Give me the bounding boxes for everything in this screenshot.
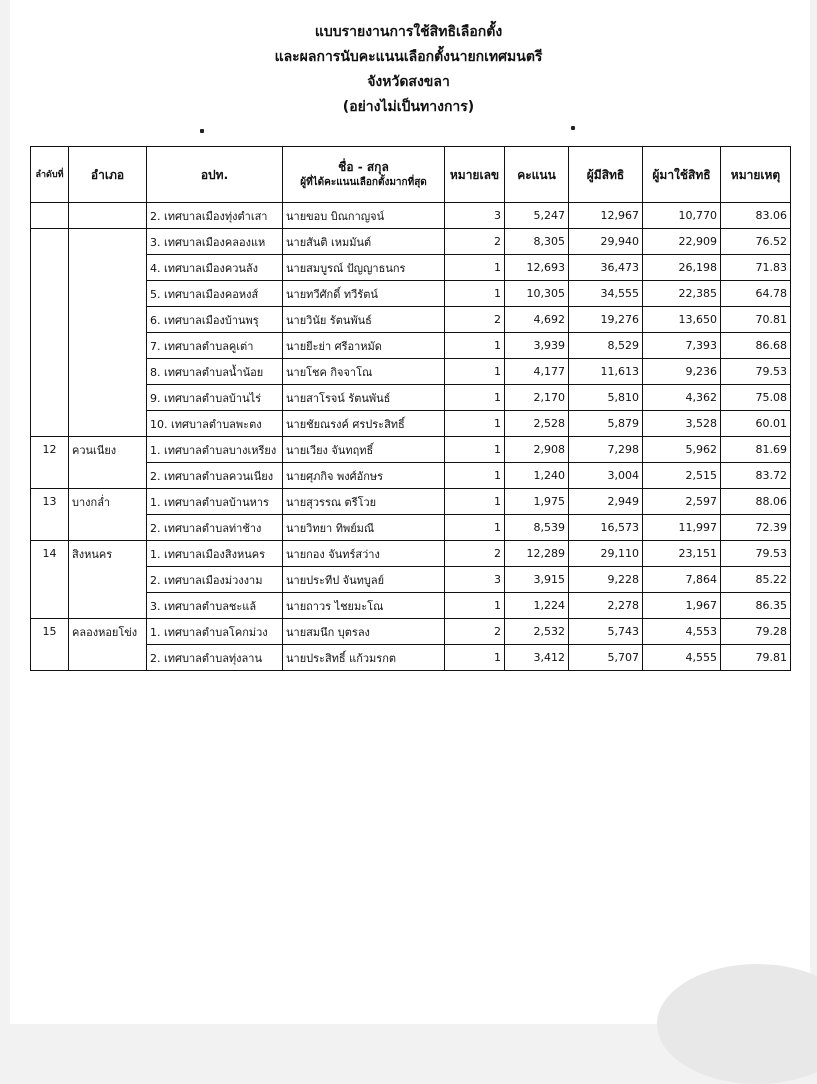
cell-name: นายชัยณรงค์ ศรประสิทธิ์ bbox=[283, 411, 445, 437]
cell-municipality: 9. เทศบาลตำบลบ้านไร่ bbox=[147, 385, 283, 411]
cell-municipality: 8. เทศบาลตำบลน้ำน้อย bbox=[147, 359, 283, 385]
cell-district bbox=[69, 385, 147, 411]
cell-votes: 1,224 bbox=[505, 593, 569, 619]
cell-votes: 2,532 bbox=[505, 619, 569, 645]
cell-seq bbox=[31, 463, 69, 489]
scan-dot bbox=[571, 126, 575, 130]
cell-eligible: 19,276 bbox=[569, 307, 643, 333]
cell-remark: 79.28 bbox=[721, 619, 791, 645]
cell-votes: 4,177 bbox=[505, 359, 569, 385]
cell-name: นายสาโรจน์ รัตนพันธ์ bbox=[283, 385, 445, 411]
cell-name: นายสมบูรณ์ ปัญญาธนกร bbox=[283, 255, 445, 281]
cell-eligible: 3,004 bbox=[569, 463, 643, 489]
cell-number: 1 bbox=[445, 359, 505, 385]
cell-voted: 4,553 bbox=[643, 619, 721, 645]
cell-voted: 22,385 bbox=[643, 281, 721, 307]
cell-voted: 13,650 bbox=[643, 307, 721, 333]
cell-eligible: 5,879 bbox=[569, 411, 643, 437]
cell-eligible: 2,949 bbox=[569, 489, 643, 515]
cell-name: นายยีะย่า ศรีอาหมัด bbox=[283, 333, 445, 359]
table-row bbox=[31, 515, 791, 541]
header-votes: คะแนน bbox=[505, 147, 569, 203]
cell-name: นายเวียง จันทฤทธิ์ bbox=[283, 437, 445, 463]
table-row bbox=[31, 567, 791, 593]
header-name-sub: ผู้ที่ได้คะแนนเลือกตั้งมากที่สุด bbox=[300, 176, 427, 188]
cell-municipality: 2. เทศบาลตำบลท่าช้าง bbox=[147, 515, 283, 541]
header-municipality: อปท. bbox=[147, 147, 283, 203]
cell-name: นายวิทยา ทิพย์มณี bbox=[283, 515, 445, 541]
cell-votes: 12,693 bbox=[505, 255, 569, 281]
cell-municipality: 1. เทศบาลตำบลบ้านหาร bbox=[147, 489, 283, 515]
cell-eligible: 2,278 bbox=[569, 593, 643, 619]
cell-district bbox=[69, 281, 147, 307]
cell-eligible: 11,613 bbox=[569, 359, 643, 385]
cell-seq bbox=[31, 255, 69, 281]
table-row bbox=[31, 593, 791, 619]
cell-district bbox=[69, 593, 147, 619]
cell-voted: 7,393 bbox=[643, 333, 721, 359]
table-row bbox=[31, 619, 791, 645]
cell-eligible: 16,573 bbox=[569, 515, 643, 541]
cell-remark: 64.78 bbox=[721, 281, 791, 307]
cell-seq bbox=[31, 359, 69, 385]
cell-municipality: 2. เทศบาลเมืองทุ่งตำเสา bbox=[147, 203, 283, 229]
cell-seq bbox=[31, 229, 69, 255]
cell-voted: 7,864 bbox=[643, 567, 721, 593]
cell-name: นายทวีศักดิ์ ทวีรัตน์ bbox=[283, 281, 445, 307]
cell-district bbox=[69, 229, 147, 255]
cell-municipality: 1. เทศบาลเมืองสิงหนคร bbox=[147, 541, 283, 567]
cell-votes: 1,975 bbox=[505, 489, 569, 515]
table-row bbox=[31, 385, 791, 411]
header-name bbox=[283, 147, 445, 203]
cell-seq bbox=[31, 203, 69, 229]
cell-votes: 2,170 bbox=[505, 385, 569, 411]
cell-remark: 76.52 bbox=[721, 229, 791, 255]
table-row bbox=[31, 463, 791, 489]
cell-municipality: 3. เทศบาลตำบลชะแล้ bbox=[147, 593, 283, 619]
cell-number: 1 bbox=[445, 515, 505, 541]
cell-voted: 10,770 bbox=[643, 203, 721, 229]
cell-number: 1 bbox=[445, 645, 505, 671]
cell-seq bbox=[31, 567, 69, 593]
title-line-1: แบบรายงานการใช้สิทธิเลือกตั้ง bbox=[314, 24, 503, 40]
table-row bbox=[31, 281, 791, 307]
cell-name: นายประสิทธิ์ แก้วมรกต bbox=[283, 645, 445, 671]
cell-name: นายสมนึก บุตรลง bbox=[283, 619, 445, 645]
cell-remark: 70.81 bbox=[721, 307, 791, 333]
cell-district bbox=[69, 463, 147, 489]
cell-district: ควนเนียง bbox=[69, 437, 147, 463]
cell-number: 3 bbox=[445, 203, 505, 229]
cell-eligible: 34,555 bbox=[569, 281, 643, 307]
cell-municipality: 3. เทศบาลเมืองคลองแห bbox=[147, 229, 283, 255]
cell-eligible: 29,940 bbox=[569, 229, 643, 255]
cell-seq: 13 bbox=[31, 489, 69, 515]
cell-number: 2 bbox=[445, 307, 505, 333]
header-name-top: ชื่อ - สกุล bbox=[338, 159, 389, 174]
cell-seq bbox=[31, 307, 69, 333]
cell-votes: 5,247 bbox=[505, 203, 569, 229]
cell-votes: 1,240 bbox=[505, 463, 569, 489]
cell-votes: 3,915 bbox=[505, 567, 569, 593]
cell-remark: 79.81 bbox=[721, 645, 791, 671]
cell-remark: 86.35 bbox=[721, 593, 791, 619]
cell-number: 1 bbox=[445, 333, 505, 359]
cell-seq bbox=[31, 645, 69, 671]
cell-municipality: 5. เทศบาลเมืองคอหงส์ bbox=[147, 281, 283, 307]
title-line-3: จังหวัดสงขลา bbox=[367, 74, 450, 90]
cell-votes: 8,539 bbox=[505, 515, 569, 541]
cell-seq bbox=[31, 385, 69, 411]
cell-remark: 79.53 bbox=[721, 359, 791, 385]
cell-district bbox=[69, 333, 147, 359]
cell-eligible: 7,298 bbox=[569, 437, 643, 463]
cell-eligible: 5,743 bbox=[569, 619, 643, 645]
cell-district: คลองหอยโข่ง bbox=[69, 619, 147, 645]
cell-number: 1 bbox=[445, 593, 505, 619]
cell-voted: 23,151 bbox=[643, 541, 721, 567]
cell-number: 1 bbox=[445, 489, 505, 515]
cell-voted: 2,515 bbox=[643, 463, 721, 489]
table-row bbox=[31, 541, 791, 567]
cell-municipality: 2. เทศบาลตำบลทุ่งลาน bbox=[147, 645, 283, 671]
cell-votes: 4,692 bbox=[505, 307, 569, 333]
cell-name: นายศุภกิจ พงศ์อักษร bbox=[283, 463, 445, 489]
cell-seq: 12 bbox=[31, 437, 69, 463]
cell-eligible: 5,810 bbox=[569, 385, 643, 411]
table-row bbox=[31, 333, 791, 359]
title-line-2: และผลการนับคะแนนเลือกตั้งนายกเทศมนตรี bbox=[274, 49, 543, 65]
cell-remark: 88.06 bbox=[721, 489, 791, 515]
cell-seq bbox=[31, 593, 69, 619]
header-voted: ผู้มาใช้สิทธิ bbox=[643, 147, 721, 203]
cell-name: นายขอบ บิณกาญจน์ bbox=[283, 203, 445, 229]
table-header-row bbox=[31, 147, 791, 203]
cell-name: นายสุวรรณ ตรีโวย bbox=[283, 489, 445, 515]
cell-remark: 71.83 bbox=[721, 255, 791, 281]
cell-number: 2 bbox=[445, 541, 505, 567]
cell-district: สิงหนคร bbox=[69, 541, 147, 567]
cell-municipality: 10. เทศบาลตำบลพะตง bbox=[147, 411, 283, 437]
header-remark: หมายเหตุ bbox=[721, 147, 791, 203]
cell-number: 3 bbox=[445, 567, 505, 593]
cell-name: นายวินัย รัตนพันธ์ bbox=[283, 307, 445, 333]
header-eligible: ผู้มีสิทธิ bbox=[569, 147, 643, 203]
cell-remark: 85.22 bbox=[721, 567, 791, 593]
table-row bbox=[31, 203, 791, 229]
table-row bbox=[31, 489, 791, 515]
cell-remark: 83.72 bbox=[721, 463, 791, 489]
cell-voted: 5,962 bbox=[643, 437, 721, 463]
cell-votes: 3,939 bbox=[505, 333, 569, 359]
cell-number: 2 bbox=[445, 619, 505, 645]
cell-municipality: 6. เทศบาลเมืองบ้านพรุ bbox=[147, 307, 283, 333]
cell-district bbox=[69, 645, 147, 671]
table-row bbox=[31, 255, 791, 281]
cell-number: 1 bbox=[445, 463, 505, 489]
table-body bbox=[31, 203, 791, 671]
cell-name: นายถาวร ไชยมะโณ bbox=[283, 593, 445, 619]
cell-eligible: 8,529 bbox=[569, 333, 643, 359]
cell-remark: 86.68 bbox=[721, 333, 791, 359]
results-table bbox=[30, 146, 791, 671]
cell-eligible: 9,228 bbox=[569, 567, 643, 593]
cell-name: นายประทีป จันทบูลย์ bbox=[283, 567, 445, 593]
title-block bbox=[0, 20, 817, 120]
cell-votes: 10,305 bbox=[505, 281, 569, 307]
cell-municipality: 7. เทศบาลตำบลคูเต่า bbox=[147, 333, 283, 359]
cell-district: บางกล่ำ bbox=[69, 489, 147, 515]
cell-number: 1 bbox=[445, 437, 505, 463]
cell-seq bbox=[31, 333, 69, 359]
table-row bbox=[31, 437, 791, 463]
cell-voted: 3,528 bbox=[643, 411, 721, 437]
cell-eligible: 29,110 bbox=[569, 541, 643, 567]
cell-voted: 9,236 bbox=[643, 359, 721, 385]
cell-voted: 11,997 bbox=[643, 515, 721, 541]
header-number: หมายเลข bbox=[445, 147, 505, 203]
header-district: อำเภอ bbox=[69, 147, 147, 203]
title-line-4: (อย่างไม่เป็นทางการ) bbox=[342, 99, 475, 115]
cell-district bbox=[69, 255, 147, 281]
cell-voted: 4,362 bbox=[643, 385, 721, 411]
cell-remark: 79.53 bbox=[721, 541, 791, 567]
header-seq: ลำดับที่ bbox=[31, 147, 69, 203]
cell-district bbox=[69, 567, 147, 593]
cell-seq bbox=[31, 411, 69, 437]
cell-name: นายโชค กิจจาโณ bbox=[283, 359, 445, 385]
cell-votes: 2,528 bbox=[505, 411, 569, 437]
cell-seq bbox=[31, 281, 69, 307]
cell-number: 1 bbox=[445, 281, 505, 307]
table-row bbox=[31, 359, 791, 385]
cell-name: นายกอง จันทร์สว่าง bbox=[283, 541, 445, 567]
cell-municipality: 2. เทศบาลตำบลควนเนียง bbox=[147, 463, 283, 489]
cell-name: นายสันติ เหมมันต์ bbox=[283, 229, 445, 255]
cell-municipality: 1. เทศบาลตำบลโคกม่วง bbox=[147, 619, 283, 645]
cell-seq bbox=[31, 515, 69, 541]
cell-remark: 81.69 bbox=[721, 437, 791, 463]
cell-eligible: 36,473 bbox=[569, 255, 643, 281]
cell-number: 1 bbox=[445, 411, 505, 437]
table-row bbox=[31, 411, 791, 437]
cell-district bbox=[69, 203, 147, 229]
cell-number: 2 bbox=[445, 229, 505, 255]
table-row bbox=[31, 229, 791, 255]
cell-seq: 15 bbox=[31, 619, 69, 645]
cell-votes: 12,289 bbox=[505, 541, 569, 567]
cell-votes: 3,412 bbox=[505, 645, 569, 671]
cell-number: 1 bbox=[445, 255, 505, 281]
cell-voted: 4,555 bbox=[643, 645, 721, 671]
table-row bbox=[31, 307, 791, 333]
cell-district bbox=[69, 515, 147, 541]
cell-voted: 1,967 bbox=[643, 593, 721, 619]
cell-voted: 26,198 bbox=[643, 255, 721, 281]
cell-voted: 2,597 bbox=[643, 489, 721, 515]
cell-municipality: 4. เทศบาลเมืองควนลัง bbox=[147, 255, 283, 281]
cell-remark: 60.01 bbox=[721, 411, 791, 437]
cell-district bbox=[69, 307, 147, 333]
cell-municipality: 2. เทศบาลเมืองม่วงงาม bbox=[147, 567, 283, 593]
cell-voted: 22,909 bbox=[643, 229, 721, 255]
scan-dot bbox=[200, 129, 204, 133]
cell-votes: 2,908 bbox=[505, 437, 569, 463]
cell-votes: 8,305 bbox=[505, 229, 569, 255]
cell-number: 1 bbox=[445, 385, 505, 411]
table-row bbox=[31, 645, 791, 671]
cell-remark: 83.06 bbox=[721, 203, 791, 229]
cell-seq: 14 bbox=[31, 541, 69, 567]
cell-eligible: 5,707 bbox=[569, 645, 643, 671]
cell-district bbox=[69, 411, 147, 437]
cell-remark: 72.39 bbox=[721, 515, 791, 541]
cell-district bbox=[69, 359, 147, 385]
cell-remark: 75.08 bbox=[721, 385, 791, 411]
cell-municipality: 1. เทศบาลตำบลบางเหรียง bbox=[147, 437, 283, 463]
cell-eligible: 12,967 bbox=[569, 203, 643, 229]
